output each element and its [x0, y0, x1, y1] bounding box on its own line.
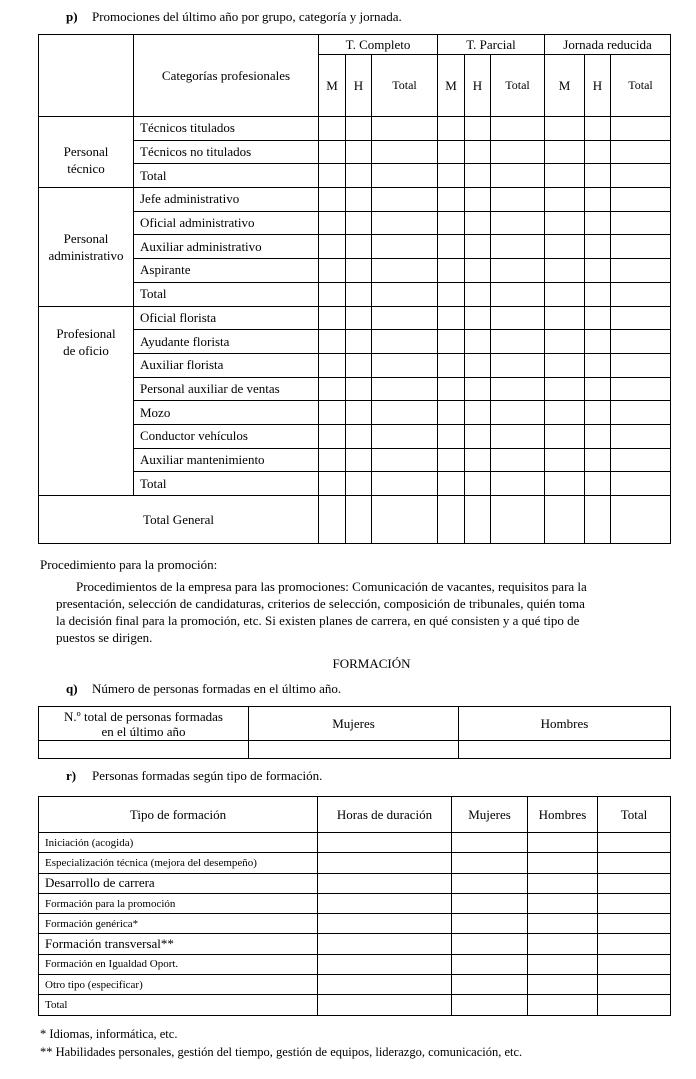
training-cell[interactable]	[318, 975, 452, 995]
promotion-cell[interactable]	[611, 377, 671, 401]
section-p-letter: p)	[66, 9, 78, 24]
procedure-line: Procedimientos de la empresa para las promociones: Comunicación de vacantes, requisitos para la	[76, 579, 587, 594]
training-type-label: Iniciación (acogida)	[39, 833, 318, 853]
training-cell[interactable]	[598, 934, 671, 954]
promotion-cell[interactable]	[346, 472, 372, 496]
promotion-cell[interactable]	[319, 330, 346, 354]
promotion-cell[interactable]	[611, 401, 671, 425]
trained-men-header: Hombres	[459, 707, 671, 741]
promotion-cell[interactable]	[372, 472, 438, 496]
promotion-cell[interactable]	[346, 282, 372, 306]
training-cell[interactable]	[452, 914, 528, 934]
promotion-cell[interactable]	[319, 496, 346, 544]
promotion-cell[interactable]	[346, 188, 372, 212]
promotion-cell[interactable]	[346, 164, 372, 188]
category-label: Total	[134, 164, 319, 188]
header-t-completo: T. Completo	[319, 35, 438, 55]
promotion-cell[interactable]	[585, 282, 611, 306]
promotion-cell[interactable]	[585, 235, 611, 259]
promotion-cell[interactable]	[545, 117, 585, 141]
promotion-cell[interactable]	[438, 401, 465, 425]
training-cell[interactable]	[452, 893, 528, 913]
promotion-cell[interactable]	[346, 330, 372, 354]
profesional-oficio-group-label	[39, 306, 134, 496]
promotion-cell[interactable]	[611, 164, 671, 188]
trained-men-cell[interactable]	[459, 741, 671, 759]
table-row	[39, 330, 671, 354]
promotion-cell[interactable]	[372, 330, 438, 354]
training-cell[interactable]	[318, 995, 452, 1015]
table-row	[39, 211, 671, 235]
categories-header: Categorías profesionales	[134, 35, 319, 117]
promotion-cell[interactable]	[611, 306, 671, 330]
training-cell[interactable]	[452, 975, 528, 995]
promotion-cell[interactable]	[438, 472, 465, 496]
promotion-cell[interactable]	[438, 330, 465, 354]
promotion-cell[interactable]	[611, 330, 671, 354]
trained-total-cell[interactable]	[39, 741, 249, 759]
training-cell[interactable]	[318, 934, 452, 954]
promotion-cell[interactable]	[545, 330, 585, 354]
trained-women-header: Mujeres	[249, 707, 459, 741]
promotion-cell[interactable]	[346, 377, 372, 401]
table-row	[39, 934, 671, 954]
promotion-cell[interactable]	[491, 330, 545, 354]
promotion-cell[interactable]	[491, 377, 545, 401]
table-row	[39, 282, 671, 306]
promotion-cell[interactable]	[491, 282, 545, 306]
promotion-cell[interactable]	[319, 377, 346, 401]
category-label: Auxiliar florista	[134, 353, 319, 377]
promotion-cell[interactable]	[438, 211, 465, 235]
promotion-cell[interactable]	[319, 353, 346, 377]
training-cell[interactable]	[452, 873, 528, 893]
promotion-cell[interactable]	[585, 211, 611, 235]
procedure-text	[56, 578, 666, 646]
promotion-cell[interactable]	[611, 282, 671, 306]
promotion-cell[interactable]	[545, 377, 585, 401]
promotion-cell[interactable]	[611, 211, 671, 235]
training-cell[interactable]	[528, 893, 598, 913]
personal-administrativo-group-label	[39, 188, 134, 306]
sub-h: H	[465, 55, 491, 117]
promotion-cell[interactable]	[545, 235, 585, 259]
promotion-cell[interactable]	[319, 401, 346, 425]
promotion-cell[interactable]	[346, 259, 372, 283]
footnote-1: * Idiomas, informática, etc.	[40, 1027, 178, 1041]
promotion-cell[interactable]	[438, 235, 465, 259]
promotion-cell[interactable]	[545, 496, 585, 544]
promotion-cell[interactable]	[491, 353, 545, 377]
promotion-cell[interactable]	[372, 211, 438, 235]
table-row	[39, 188, 671, 212]
promotion-cell[interactable]	[438, 164, 465, 188]
promotion-cell[interactable]	[545, 353, 585, 377]
training-hours-header: Horas de duración	[318, 797, 452, 833]
training-men-header: Hombres	[528, 797, 598, 833]
training-cell[interactable]	[528, 975, 598, 995]
promotion-cell[interactable]	[438, 306, 465, 330]
category-label: Total	[134, 472, 319, 496]
total-general-row	[39, 496, 671, 544]
category-label: Aspirante	[134, 259, 319, 283]
promotion-cell[interactable]	[611, 448, 671, 472]
promotion-cell[interactable]	[438, 424, 465, 448]
training-cell[interactable]	[452, 934, 528, 954]
promotion-cell[interactable]	[372, 117, 438, 141]
promotion-cell[interactable]	[465, 377, 491, 401]
promotion-cell[interactable]	[372, 235, 438, 259]
table-row	[39, 377, 671, 401]
promotion-cell[interactable]	[465, 211, 491, 235]
promotion-cell[interactable]	[491, 235, 545, 259]
table-row	[39, 424, 671, 448]
training-type-label: Especialización técnica (mejora del desempeño)	[39, 853, 318, 873]
promotion-cell[interactable]	[585, 164, 611, 188]
category-label: Personal auxiliar de ventas	[134, 377, 319, 401]
promotion-cell[interactable]	[346, 353, 372, 377]
promotion-cell[interactable]	[372, 353, 438, 377]
promotion-cell[interactable]	[545, 259, 585, 283]
training-type-header: Tipo de formación	[39, 797, 318, 833]
promotion-cell[interactable]	[465, 306, 491, 330]
promotion-cell[interactable]	[465, 496, 491, 544]
promotion-cell[interactable]	[438, 377, 465, 401]
promotion-cell[interactable]	[491, 424, 545, 448]
promotion-cell[interactable]	[319, 211, 346, 235]
promotion-cell[interactable]	[585, 330, 611, 354]
promotion-cell[interactable]	[465, 330, 491, 354]
promotion-cell[interactable]	[491, 259, 545, 283]
sub-total: Total	[491, 55, 545, 117]
table-row	[39, 995, 671, 1015]
promotion-cell[interactable]	[491, 448, 545, 472]
training-type-label: Total	[39, 995, 318, 1015]
section-p-title	[66, 9, 402, 25]
header-jornada-reducida: Jornada reducida	[545, 35, 671, 55]
promotion-cell[interactable]	[611, 259, 671, 283]
promotion-cell[interactable]	[585, 117, 611, 141]
promotions-table	[38, 34, 671, 544]
training-cell[interactable]	[528, 934, 598, 954]
promotion-cell[interactable]	[438, 496, 465, 544]
training-cell[interactable]	[528, 833, 598, 853]
promotion-cell[interactable]	[585, 259, 611, 283]
training-cell[interactable]	[528, 873, 598, 893]
promotion-cell[interactable]	[465, 353, 491, 377]
trained-count-table	[38, 706, 671, 759]
training-cell[interactable]	[528, 914, 598, 934]
promotion-cell[interactable]	[585, 424, 611, 448]
promotion-cell[interactable]	[545, 164, 585, 188]
category-label: Oficial administrativo	[134, 211, 319, 235]
category-label: Auxiliar administrativo	[134, 235, 319, 259]
training-cell[interactable]	[318, 833, 452, 853]
training-cell[interactable]	[318, 853, 452, 873]
promotion-cell[interactable]	[346, 306, 372, 330]
training-type-label: Formación transversal**	[39, 934, 318, 954]
promotion-cell[interactable]	[438, 117, 465, 141]
category-label: Auxiliar mantenimiento	[134, 448, 319, 472]
table-row	[39, 954, 671, 974]
table-row	[39, 975, 671, 995]
promotion-cell[interactable]	[438, 353, 465, 377]
promotion-cell[interactable]	[319, 164, 346, 188]
promotion-cell[interactable]	[346, 235, 372, 259]
promotion-cell[interactable]	[585, 353, 611, 377]
profesional-oficio-label-line1: Profesional	[56, 325, 116, 341]
promotion-cell[interactable]	[319, 282, 346, 306]
training-type-label: Formación para la promoción	[39, 893, 318, 913]
training-cell[interactable]	[598, 893, 671, 913]
promotion-cell[interactable]	[438, 282, 465, 306]
formacion-heading: FORMACIÓN	[332, 656, 411, 671]
promotion-cell[interactable]	[346, 496, 372, 544]
sub-m: M	[545, 55, 585, 117]
total-general-label: Total General	[39, 496, 319, 544]
table-row	[39, 306, 671, 330]
trained-total-line1: N.º total de personas formadas	[64, 708, 223, 724]
training-type-label: Formación genérica*	[39, 914, 318, 934]
promotion-cell[interactable]	[491, 211, 545, 235]
training-cell[interactable]	[318, 954, 452, 974]
sub-m: M	[319, 55, 346, 117]
training-cell[interactable]	[318, 893, 452, 913]
table-row	[39, 873, 671, 893]
promotion-cell[interactable]	[585, 496, 611, 544]
promotion-cell[interactable]	[611, 472, 671, 496]
promotion-cell[interactable]	[611, 140, 671, 164]
training-cell[interactable]	[598, 853, 671, 873]
training-total-header: Total	[598, 797, 671, 833]
personal-tecnico-group-label	[39, 117, 134, 188]
promotion-cell[interactable]	[319, 117, 346, 141]
promotion-cell[interactable]	[438, 188, 465, 212]
promotion-cell[interactable]	[319, 235, 346, 259]
training-cell[interactable]	[318, 914, 452, 934]
procedure-title: Procedimiento para la promoción:	[40, 557, 218, 572]
promotion-cell[interactable]	[465, 235, 491, 259]
promotion-cell[interactable]	[346, 401, 372, 425]
promotion-cell[interactable]	[372, 377, 438, 401]
personal-administrativo-label-line2: administrativo	[48, 248, 124, 264]
training-cell[interactable]	[598, 873, 671, 893]
promotion-cell[interactable]	[491, 164, 545, 188]
promotion-cell[interactable]	[585, 448, 611, 472]
table-row	[39, 235, 671, 259]
table-row	[39, 164, 671, 188]
table-row	[39, 259, 671, 283]
promotion-cell[interactable]	[491, 401, 545, 425]
promotion-cell[interactable]	[545, 448, 585, 472]
procedure-line: puestos se dirigen.	[56, 630, 153, 645]
promotion-cell[interactable]	[346, 211, 372, 235]
promotion-cell[interactable]	[465, 259, 491, 283]
promotion-cell[interactable]	[346, 140, 372, 164]
promotion-cell[interactable]	[585, 377, 611, 401]
promotion-cell[interactable]	[319, 448, 346, 472]
category-label: Oficial florista	[134, 306, 319, 330]
promotion-cell[interactable]	[372, 140, 438, 164]
personal-administrativo-label-line1: Personal	[63, 231, 109, 247]
promotion-cell[interactable]	[319, 424, 346, 448]
promotion-cell[interactable]	[545, 424, 585, 448]
training-cell[interactable]	[598, 975, 671, 995]
procedure-line: presentación, selección de candidaturas, criterios de selección, composición de tribunales, quién toma	[56, 596, 585, 611]
category-label: Ayudante florista	[134, 330, 319, 354]
promotion-cell[interactable]	[372, 448, 438, 472]
promotion-cell[interactable]	[585, 188, 611, 212]
training-cell[interactable]	[528, 853, 598, 873]
promotion-cell[interactable]	[545, 282, 585, 306]
promotion-cell[interactable]	[372, 306, 438, 330]
promotion-cell[interactable]	[545, 401, 585, 425]
promotion-cell[interactable]	[346, 424, 372, 448]
section-q-title	[66, 681, 341, 697]
promotion-cell[interactable]	[545, 472, 585, 496]
promotion-cell[interactable]	[465, 401, 491, 425]
table-row	[39, 853, 671, 873]
category-label: Técnicos titulados	[134, 117, 319, 141]
promotion-cell[interactable]	[465, 424, 491, 448]
procedure-line: la decisión final para la promoción, etc. Si existen planes de carrera, en qué consisten y a qué tipo de	[56, 613, 580, 628]
promotion-cell[interactable]	[585, 472, 611, 496]
promotion-cell[interactable]	[372, 164, 438, 188]
section-r-letter: r)	[66, 768, 77, 783]
sub-h: H	[585, 55, 611, 117]
section-p-text: Promociones del último año por grupo, categoría y jornada.	[92, 9, 402, 24]
promotion-cell[interactable]	[346, 448, 372, 472]
promotion-cell[interactable]	[372, 282, 438, 306]
promotion-cell[interactable]	[491, 117, 545, 141]
table-row	[39, 140, 671, 164]
promotion-cell[interactable]	[585, 306, 611, 330]
training-cell[interactable]	[598, 914, 671, 934]
trained-women-cell[interactable]	[249, 741, 459, 759]
promotion-cell[interactable]	[319, 306, 346, 330]
table-row	[39, 472, 671, 496]
promotion-cell[interactable]	[372, 496, 438, 544]
promotion-cell[interactable]	[611, 188, 671, 212]
training-cell[interactable]	[528, 995, 598, 1015]
promotion-cell[interactable]	[585, 140, 611, 164]
promotion-cell[interactable]	[465, 282, 491, 306]
section-r-title	[66, 768, 322, 784]
sub-total: Total	[372, 55, 438, 117]
promotion-cell[interactable]	[491, 472, 545, 496]
promotion-cell[interactable]	[372, 188, 438, 212]
table-row	[39, 914, 671, 934]
group-header-blank	[39, 35, 134, 117]
training-type-label: Formación en Igualdad Oport.	[39, 954, 318, 974]
section-r-text: Personas formadas según tipo de formación.	[92, 768, 323, 783]
promotion-cell[interactable]	[585, 401, 611, 425]
training-women-header: Mujeres	[452, 797, 528, 833]
category-label: Jefe administrativo	[134, 188, 319, 212]
training-type-label: Desarrollo de carrera	[39, 873, 318, 893]
promotion-cell[interactable]	[319, 472, 346, 496]
promotion-cell[interactable]	[346, 117, 372, 141]
table-row	[39, 833, 671, 853]
promotion-cell[interactable]	[465, 472, 491, 496]
table-row	[39, 893, 671, 913]
promotion-cell[interactable]	[611, 117, 671, 141]
promotion-cell[interactable]	[545, 306, 585, 330]
training-cell[interactable]	[452, 954, 528, 974]
category-label: Técnicos no titulados	[134, 140, 319, 164]
training-cell[interactable]	[452, 995, 528, 1015]
promotion-cell[interactable]	[465, 164, 491, 188]
category-label: Total	[134, 282, 319, 306]
profesional-oficio-label-line2: de oficio	[63, 342, 109, 358]
promotion-cell[interactable]	[491, 306, 545, 330]
promotion-cell[interactable]	[611, 496, 671, 544]
training-cell[interactable]	[528, 954, 598, 974]
promotion-cell[interactable]	[465, 448, 491, 472]
category-label: Conductor vehículos	[134, 424, 319, 448]
sub-total: Total	[611, 55, 671, 117]
training-type-table	[38, 796, 671, 1016]
training-cell[interactable]	[598, 954, 671, 974]
personal-tecnico-label-line1: Personal	[63, 144, 109, 159]
sub-m: M	[438, 55, 465, 117]
table-row	[39, 448, 671, 472]
promotion-cell[interactable]	[372, 424, 438, 448]
training-cell[interactable]	[318, 873, 452, 893]
promotion-cell[interactable]	[319, 140, 346, 164]
promotion-cell[interactable]	[491, 140, 545, 164]
training-cell[interactable]	[452, 833, 528, 853]
training-cell[interactable]	[598, 995, 671, 1015]
table-row	[39, 353, 671, 377]
promotion-cell[interactable]	[465, 188, 491, 212]
personal-tecnico-label-line2: técnico	[67, 161, 105, 176]
promotion-cell[interactable]	[491, 496, 545, 544]
promotion-cell[interactable]	[438, 259, 465, 283]
promotion-cell[interactable]	[438, 448, 465, 472]
promotion-cell[interactable]	[611, 353, 671, 377]
promotion-cell[interactable]	[611, 235, 671, 259]
promotion-cell[interactable]	[545, 188, 585, 212]
footnote-2: ** Habilidades personales, gestión del tiempo, gestión de equipos, liderazgo, comunicación, etc.	[40, 1045, 523, 1059]
promotion-cell[interactable]	[611, 424, 671, 448]
training-cell[interactable]	[452, 853, 528, 873]
promotion-cell[interactable]	[372, 259, 438, 283]
trained-total-header	[39, 707, 249, 741]
trained-total-line2: en el último año	[101, 723, 186, 739]
promotion-cell[interactable]	[465, 117, 491, 141]
promotion-cell[interactable]	[491, 188, 545, 212]
training-type-label: Otro tipo (especificar)	[39, 975, 318, 995]
category-label: Mozo	[134, 401, 319, 425]
section-q-letter: q)	[66, 681, 78, 696]
promotion-cell[interactable]	[319, 259, 346, 283]
header-t-parcial: T. Parcial	[438, 35, 545, 55]
promotion-cell[interactable]	[438, 140, 465, 164]
promotion-cell[interactable]	[319, 188, 346, 212]
table-row	[39, 117, 671, 141]
promotion-cell[interactable]	[465, 140, 491, 164]
promotion-cell[interactable]	[545, 140, 585, 164]
sub-h: H	[346, 55, 372, 117]
table-row	[39, 401, 671, 425]
promotion-cell[interactable]	[372, 401, 438, 425]
training-cell[interactable]	[598, 833, 671, 853]
promotion-cell[interactable]	[545, 211, 585, 235]
section-q-text: Número de personas formadas en el último año.	[92, 681, 342, 696]
